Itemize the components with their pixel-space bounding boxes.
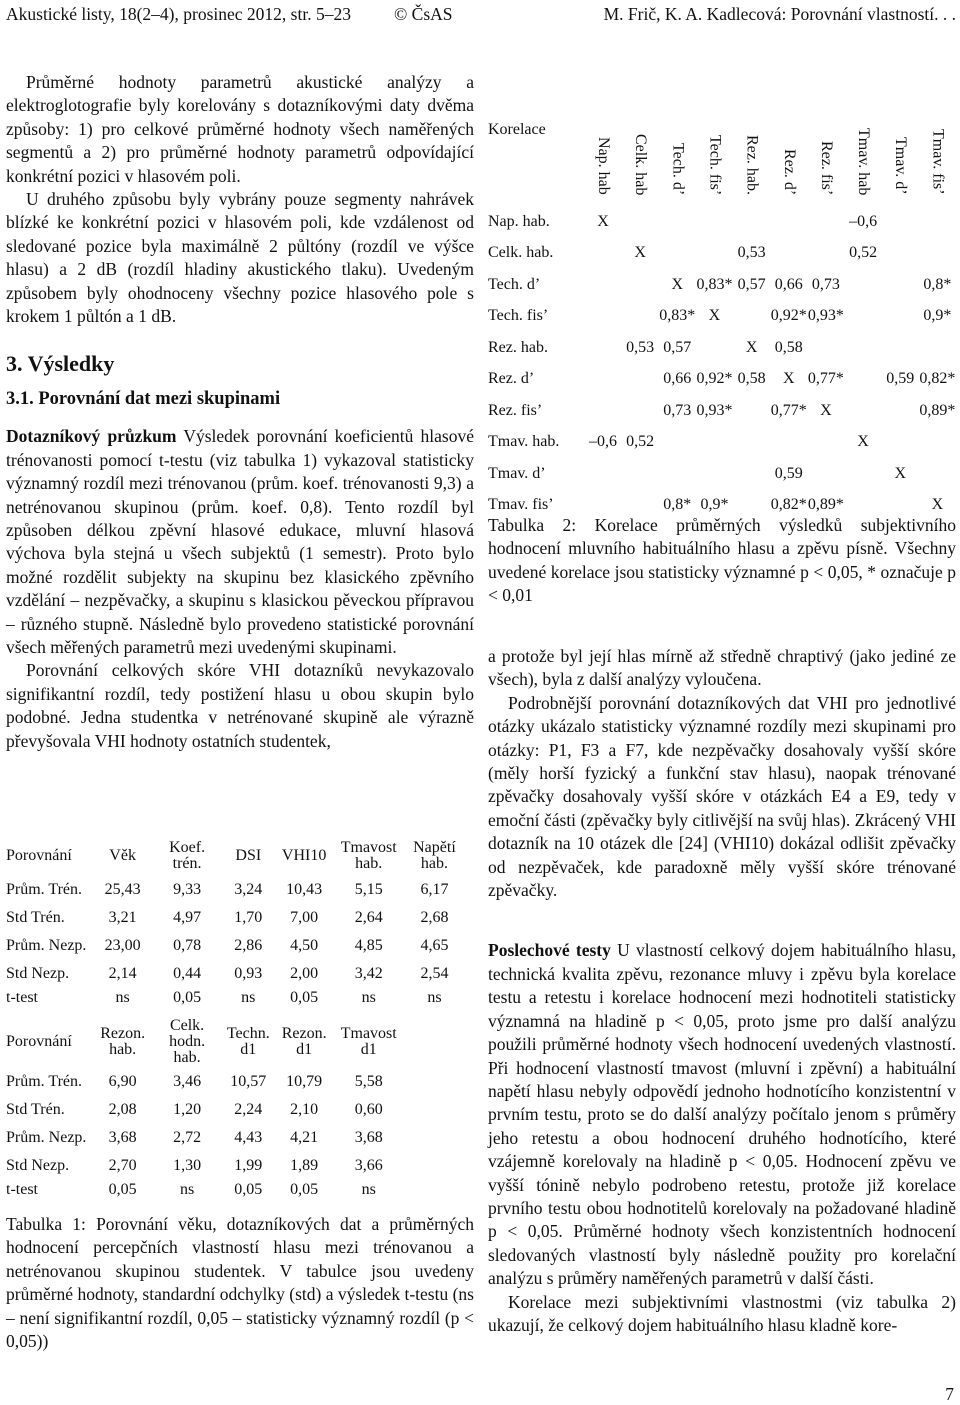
table-cell: 0,73 bbox=[663, 401, 692, 419]
table-cell: 2,14 bbox=[108, 965, 137, 982]
table-cell: 0,89* bbox=[919, 401, 956, 419]
table-cell: 2,08 bbox=[108, 1101, 137, 1118]
table-row bbox=[488, 458, 956, 490]
table-cell bbox=[733, 395, 770, 427]
table-cell: 0,53 bbox=[626, 338, 655, 356]
table-cell: t-test bbox=[6, 1181, 38, 1198]
table-header-row bbox=[488, 74, 956, 206]
table-header-cell bbox=[845, 74, 882, 206]
table-cell: 0,83* bbox=[696, 275, 733, 293]
table-cell: –0,6 bbox=[588, 433, 617, 451]
table-cell: 4,21 bbox=[290, 1129, 319, 1146]
table-cell: 0,8* bbox=[663, 496, 692, 514]
table-cell: Std Nezp. bbox=[6, 965, 70, 982]
table-cell: X bbox=[745, 338, 758, 356]
table-cell: 0,66 bbox=[663, 370, 692, 388]
table-cell: t-test bbox=[6, 989, 38, 1006]
table-cell bbox=[584, 364, 621, 396]
table-cell bbox=[845, 364, 882, 396]
table-cell: 0,82* bbox=[770, 496, 807, 514]
rotated-header-label: Tmav. d’ bbox=[892, 137, 910, 195]
table-cell: 10,79 bbox=[286, 1073, 323, 1090]
table-cell: Std Nezp. bbox=[6, 1157, 70, 1174]
table-cell: 3,68 bbox=[354, 1129, 383, 1146]
table-row bbox=[488, 364, 956, 396]
table-cell: X bbox=[931, 496, 944, 514]
table-row bbox=[488, 301, 956, 333]
rotated-header-label: Rez. d’ bbox=[780, 148, 798, 195]
table-row bbox=[6, 874, 464, 906]
table-cell: 2,72 bbox=[173, 1129, 202, 1146]
table-cell: ns bbox=[179, 1181, 195, 1198]
table-1-caption: Tabulka 1: Porovnání věku, dotazníkových dat a průměrných hodnocení percepčních vlastností hlasu mezi trénovanou a netrénovanou skupinou studentek. V tabulce jsou uvedeny průměrné hodnoty, standardní odchylky (std) a výsledek t-testu (ns – není signifikantní rozdíl, 0,05 – statisticky významný rozdíl (p < 0,05)) bbox=[6, 1214, 474, 1352]
table-2-caption: Tabulka 2: Korelace průměrných výsledků subjektivního hodnocení mluvního habituálního hlasu a zpěvu písně. Všechny uvedené korelace jsou statisticky významné p < 0,05, * označuje p < 0,01 bbox=[488, 515, 956, 606]
table-cell bbox=[622, 301, 659, 333]
table-cell: 0,44 bbox=[173, 965, 202, 982]
subsection-heading: 3.1. Porovnání dat mezi skupinami bbox=[6, 388, 281, 409]
table-cell bbox=[807, 206, 844, 238]
table-row bbox=[6, 1154, 464, 1178]
table-row bbox=[6, 930, 464, 962]
paragraph-text: Výsledek porovnání koeficientů hlasové trénovanosti pomocí t-testu (viz tabulka 1) vykazoval statisticky významný rozdíl mezi trénovanou (prům. koef. trénovanosti 9,3) a netrénovanou skupinou (prům. koef. 0,8). Tento rozdíl byl způsoben délkou zpěvní hlasové edukace, mluvní hlasová výchova byla stejná u všech subjektů (1 semestr). Proto bylo možné rozdělit subjekty na skupinu bez klasického zpěvního vzdělání – nezpěvačky, a skupinu s klasickou pěveckou přípravou – různého stupně. Následně bylo provedeno statistické porovnání všech měřených parametrů mezi uvedenými skupinami. bbox=[6, 426, 474, 657]
table-cell: Std Trén. bbox=[6, 909, 65, 926]
table-header-cell: Věk bbox=[109, 847, 136, 864]
table-header-cell bbox=[696, 74, 733, 206]
table-row bbox=[488, 206, 956, 238]
table-cell bbox=[882, 395, 919, 427]
table-cell: 2,68 bbox=[420, 909, 449, 926]
table-row bbox=[488, 269, 956, 301]
table-row-label: Celk. hab. bbox=[488, 244, 554, 262]
table-header-cell: Techn. d1 bbox=[226, 1025, 270, 1058]
table-header-row bbox=[6, 1018, 464, 1066]
table-header-cell bbox=[584, 74, 621, 206]
table-cell bbox=[882, 206, 919, 238]
table-cell bbox=[659, 458, 696, 490]
table-cell: 10,43 bbox=[286, 881, 323, 898]
table-cell bbox=[845, 395, 882, 427]
table-row bbox=[488, 238, 956, 270]
table-cell: 2,70 bbox=[108, 1157, 137, 1174]
table-cell bbox=[882, 269, 919, 301]
table-cell bbox=[845, 458, 882, 490]
table-cell bbox=[584, 269, 621, 301]
table-cell: 10,57 bbox=[230, 1073, 267, 1090]
table-spacer bbox=[6, 1010, 464, 1018]
table-cell: X bbox=[782, 370, 795, 388]
table-cell: 23,00 bbox=[104, 937, 141, 954]
paragraph-text: U vlastností celkový dojem habituálního hlasu, technická kvalita zpěvu, rezonance mluvy i zpěvu byla korelace testu a retestu i korelace hodnocení mezi hodnotiteli statisticky významná na hladině p < 0,05, proto jsme pro další analýzu použili průměrné hodnoty všech hodnocení uvedených vlastností. Při hodnocení vlastností tmavost (mluvní i zpěvní) a habituální napětí hlasu nebyly odpovědí jednoho hodnotícího konzistentní v prvním testu, proto se do další analýzy počítalo jenom s průměry jeho retestu a obou hodnocení druhého hodnotícího, které vzájemně korelovaly na hladině p < 0,05. Hodnocení zpěvu ve vyšší tónině nebylo podrobeno retestu, protože již korelace prvního testu obou hodnotitelů korelovaly na požadované hladině p < 0,05. Průměrné hodnoty všech konzistentních hodnocení sledovaných vlastností byly následně použity pro korelační analýzu s průměry naměřených parametrů v další části. bbox=[488, 940, 956, 1289]
table-cell: 0,93* bbox=[807, 307, 844, 325]
table-cell: 0,52 bbox=[849, 244, 878, 262]
section-heading: 3. Výsledky bbox=[6, 351, 115, 377]
table-cell: 6,17 bbox=[420, 881, 449, 898]
table-cell bbox=[845, 332, 882, 364]
table-cell: 2,24 bbox=[234, 1101, 263, 1118]
table-cell bbox=[622, 458, 659, 490]
table-cell: 4,43 bbox=[234, 1129, 263, 1146]
table-cell: 2,10 bbox=[290, 1101, 319, 1118]
table-header-cell: Porovnání bbox=[6, 1033, 72, 1050]
table-cell: 0,82* bbox=[919, 370, 956, 388]
table-cell: 5,58 bbox=[354, 1073, 383, 1090]
runin-heading: Dotazníkový průzkum bbox=[6, 426, 177, 447]
paragraph: Průměrné hodnoty parametrů akustické analýzy a elektroglotografie byly korelovány s dotazníkovými daty dvěma způsoby: 1) pro celkové průměrné hodnoty všech naměřených segmentů a 2) pro průměrné hodnoty parametrů odpovídající konkrétní pozici v hlasovém poli. bbox=[6, 72, 474, 186]
table-cell: 0,73 bbox=[811, 275, 840, 293]
table-row-label: Tmav. fis’ bbox=[488, 496, 554, 514]
table-cell: 0,77* bbox=[807, 370, 844, 388]
table-row-label: Rez. hab. bbox=[488, 338, 548, 356]
table-row-label: Tech. d’ bbox=[488, 275, 541, 293]
table-cell bbox=[696, 238, 733, 270]
rotated-header-label: Tech. d’ bbox=[669, 142, 687, 195]
table-cell: ns bbox=[361, 1181, 376, 1198]
table-cell: 6,90 bbox=[108, 1073, 137, 1090]
table-cell: 2,86 bbox=[234, 937, 263, 954]
table-header-cell bbox=[919, 74, 956, 206]
paragraph: Korelace mezi subjektivními vlastnostmi (viz tabulka 2) ukazují, že celkový dojem habituálního hlasu kladně kore- bbox=[488, 1291, 956, 1335]
table-cell: 0,93* bbox=[696, 401, 733, 419]
table-cell: 0,57 bbox=[663, 338, 692, 356]
table-cell: 3,24 bbox=[234, 881, 263, 898]
table-row-label: Tmav. d’ bbox=[488, 464, 546, 482]
table-header-cell: Celk. hodn. hab. bbox=[169, 1017, 206, 1066]
table-cell bbox=[807, 238, 844, 270]
table-row bbox=[6, 1098, 464, 1122]
table-row bbox=[6, 1178, 464, 1202]
table-cell: 0,05 bbox=[290, 989, 319, 1006]
table-header-cell bbox=[882, 74, 919, 206]
table-cell: 0,93 bbox=[234, 965, 263, 982]
table-cell: 0,05 bbox=[108, 1181, 137, 1198]
table-cell: 1,70 bbox=[234, 909, 263, 926]
table-cell: 1,99 bbox=[234, 1157, 263, 1174]
table-cell: 2,00 bbox=[290, 965, 319, 982]
table-cell: 3,42 bbox=[354, 965, 383, 982]
table-header-cell bbox=[770, 74, 807, 206]
table-header-cell: Tmavost d1 bbox=[340, 1025, 397, 1058]
table-cell: 0,05 bbox=[234, 1181, 263, 1198]
table-cell: 1,20 bbox=[173, 1101, 202, 1118]
table-cell bbox=[919, 458, 956, 490]
table-row-label: Rez. d’ bbox=[488, 370, 535, 388]
table-corner-label: Korelace bbox=[488, 121, 546, 138]
table-cell: ns bbox=[115, 989, 130, 1006]
table-cell: 0,59 bbox=[886, 370, 915, 388]
table-row bbox=[6, 962, 464, 986]
table-cell bbox=[770, 238, 807, 270]
table-cell bbox=[845, 301, 882, 333]
table-cell: 0,92* bbox=[696, 370, 733, 388]
paragraph bbox=[488, 939, 956, 1290]
table-cell: 5,15 bbox=[354, 881, 383, 898]
paragraph: Porovnání celkových skóre VHI dotazníků nevykazovalo signifikantní rozdíl, tedy postižení hlasu u obou skupin bylo podobné. Jedna studentka v netrénované skupině ale výrazně převyšovala VHI hodnoty ostatních studentek, bbox=[6, 660, 474, 751]
table-cell: 0,77* bbox=[770, 401, 807, 419]
table-cell: 0,58 bbox=[774, 338, 803, 356]
rotated-header-label: Tmav. hab bbox=[855, 127, 873, 195]
table-header-cell bbox=[733, 74, 770, 206]
table-cell: 7,00 bbox=[290, 909, 319, 926]
table-cell bbox=[733, 427, 770, 459]
table-cell: ns bbox=[241, 989, 256, 1006]
table-cell: 0,83* bbox=[659, 307, 696, 325]
table-cell: 0,66 bbox=[774, 275, 803, 293]
table-cell: X bbox=[634, 244, 646, 262]
table-cell: X bbox=[857, 433, 869, 451]
rotated-header-label: Celk. hab bbox=[632, 133, 650, 195]
table-header-cell: Rezon. d1 bbox=[281, 1025, 327, 1058]
table-cell bbox=[882, 427, 919, 459]
table-cell bbox=[919, 238, 956, 270]
running-header bbox=[6, 0, 956, 28]
table-cell bbox=[733, 206, 770, 238]
table-cell bbox=[659, 238, 696, 270]
table-header-cell bbox=[807, 74, 844, 206]
header-society: © ČsAS bbox=[394, 3, 453, 24]
table-cell bbox=[584, 458, 621, 490]
table-cell: 0,9* bbox=[923, 307, 952, 325]
table-cell bbox=[807, 427, 844, 459]
table-cell: X bbox=[708, 307, 721, 325]
table-cell bbox=[622, 364, 659, 396]
table-cell bbox=[584, 238, 621, 270]
table-header-cell: Napětí hab. bbox=[413, 839, 456, 872]
table-cell: 25,43 bbox=[104, 881, 141, 898]
header-authors-title: M. Frič, K. A. Kadlecová: Porovnání vlastností. . . bbox=[603, 3, 956, 24]
table-cell: 1,30 bbox=[173, 1157, 202, 1174]
table-header-cell bbox=[659, 74, 696, 206]
table-header-cell: Koef. trén. bbox=[169, 839, 206, 872]
table-cell: 4,85 bbox=[354, 937, 383, 954]
table-cell: 4,65 bbox=[420, 937, 449, 954]
table-row bbox=[6, 986, 464, 1010]
table-cell bbox=[659, 427, 696, 459]
table-cell: 0,59 bbox=[774, 464, 803, 482]
table-cell: 0,05 bbox=[173, 989, 202, 1006]
table-row bbox=[6, 1122, 464, 1154]
table-cell: 0,05 bbox=[290, 1181, 319, 1198]
table-header-cell bbox=[622, 74, 659, 206]
table-cell bbox=[584, 395, 621, 427]
table-cell bbox=[622, 206, 659, 238]
table-cell bbox=[584, 301, 621, 333]
table-cell: 3,68 bbox=[108, 1129, 137, 1146]
table-header-cell: DSI bbox=[235, 847, 262, 864]
table-cell: X bbox=[820, 401, 832, 419]
table-header-cell: Rezon. hab. bbox=[100, 1025, 146, 1058]
table-cell bbox=[882, 301, 919, 333]
table-cell bbox=[659, 206, 696, 238]
table-cell: 0,60 bbox=[354, 1101, 383, 1118]
table-cell: Std Trén. bbox=[6, 1101, 65, 1118]
rotated-header-label: Tech. fis’ bbox=[706, 134, 724, 195]
table-cell bbox=[807, 458, 844, 490]
table-cell: 9,33 bbox=[173, 881, 202, 898]
table-cell: 0,57 bbox=[737, 275, 766, 293]
table-cell: –0,6 bbox=[849, 212, 878, 230]
table-header-cell: Tmavost hab. bbox=[340, 839, 397, 872]
table-cell: 3,46 bbox=[173, 1073, 202, 1090]
table-row bbox=[488, 395, 956, 427]
table-cell bbox=[882, 238, 919, 270]
table-header-cell: VHI10 bbox=[281, 847, 327, 864]
table-cell bbox=[622, 269, 659, 301]
table-header-row bbox=[6, 838, 464, 874]
paragraph: U druhého způsobu byly vybrány pouze segmenty nahrávek blízké ke konkrétní pozici v hlasovém poli, kde vzdálenost od sledované pozice byla maximálně 2 půltóny (rozdíl ve výšce hlasu) a 2 dB (rozdíl hladiny akustického tlaku). Uvedeným způsobem byly ohodnoceny všechny pozice hlasového pole s krokem 1 půltón a 1 dB. bbox=[6, 189, 474, 327]
table-cell: 2,64 bbox=[354, 909, 383, 926]
rotated-header-label: Rez. fis’ bbox=[817, 140, 835, 195]
table-cell: 0,53 bbox=[737, 244, 766, 262]
table-cell bbox=[845, 269, 882, 301]
table-cell: Prům. Nezp. bbox=[6, 1129, 87, 1146]
table-cell: X bbox=[894, 464, 907, 482]
table-cell: 3,21 bbox=[108, 909, 137, 926]
table-cell bbox=[770, 206, 807, 238]
rotated-header-label: Nap. hab bbox=[594, 137, 612, 195]
table-row bbox=[488, 427, 956, 459]
table-row bbox=[6, 1066, 464, 1098]
table-cell bbox=[919, 206, 956, 238]
table-cell: 4,97 bbox=[173, 909, 202, 926]
table-cell bbox=[622, 395, 659, 427]
table-2 bbox=[488, 74, 956, 521]
table-cell bbox=[919, 332, 956, 364]
table-cell: 4,50 bbox=[290, 937, 319, 954]
table-cell bbox=[696, 458, 733, 490]
table-cell: Prům. Trén. bbox=[6, 1073, 83, 1090]
table-row-label: Tech. fis’ bbox=[488, 307, 549, 325]
table-cell bbox=[733, 301, 770, 333]
table-cell: Prům. Trén. bbox=[6, 881, 83, 898]
table-cell bbox=[733, 458, 770, 490]
table-cell bbox=[770, 427, 807, 459]
table-cell: 0,52 bbox=[626, 433, 655, 451]
table-cell bbox=[696, 332, 733, 364]
table-cell: 0,58 bbox=[737, 370, 766, 388]
table-cell: 2,54 bbox=[420, 965, 449, 982]
table-cell: 1,89 bbox=[290, 1157, 319, 1174]
header-journal: Akustické listy, 18(2–4), prosinec 2012, str. 5–23 bbox=[6, 3, 351, 24]
table-row bbox=[6, 906, 464, 930]
table-cell: X bbox=[597, 212, 609, 230]
paragraph: a protože byl její hlas mírně až středně chraptivý (jako jediné ze všech), byla z další analýzy vyloučena. bbox=[488, 646, 956, 690]
table-cell: 0,9* bbox=[700, 496, 729, 514]
table-cell bbox=[919, 427, 956, 459]
table-cell bbox=[696, 206, 733, 238]
runin-heading: Poslechové testy bbox=[488, 940, 611, 961]
table-cell bbox=[696, 427, 733, 459]
rotated-header-label: Rez. hab. bbox=[743, 135, 761, 195]
paragraph bbox=[6, 425, 474, 659]
table-cell: 0,78 bbox=[173, 937, 202, 954]
table-cell bbox=[882, 332, 919, 364]
table-row bbox=[488, 332, 956, 364]
rotated-header-label: Tmav. fis’ bbox=[929, 129, 947, 195]
table-row-label: Nap. hab. bbox=[488, 212, 550, 230]
table-cell: X bbox=[671, 275, 684, 293]
table-1 bbox=[6, 838, 464, 1202]
table-cell: Prům. Nezp. bbox=[6, 937, 87, 954]
table-row-label: Rez. fis’ bbox=[488, 401, 543, 419]
table-cell: ns bbox=[427, 989, 442, 1006]
table-cell bbox=[584, 332, 621, 364]
right-column bbox=[488, 645, 956, 1337]
table-cell: 0,89* bbox=[807, 496, 844, 514]
table-row-label: Tmav. hab. bbox=[488, 433, 560, 451]
left-column bbox=[6, 71, 474, 753]
table-cell bbox=[807, 332, 844, 364]
table-cell: 0,92* bbox=[770, 307, 807, 325]
table-cell: 3,66 bbox=[354, 1157, 383, 1174]
table-header-cell: Porovnání bbox=[6, 847, 72, 864]
page-number: 7 bbox=[945, 1384, 954, 1404]
table-cell: 0,8* bbox=[923, 275, 952, 293]
paragraph: Podrobnější porovnání dotazníkových dat VHI pro jednotlivé otázky ukázalo statisticky významné rozdíly mezi skupinami pro otázky: P1, F3 a F7, kde nezpěvačky dosahovaly vyšší skóre (měly horší fyzický a funkční stav hlasu), naopak trénované zpěvačky dosahovaly vyšší skóre v otázkách E4 a E9, tedy v emoční části (zpěvačky byly citlivější na svůj hlas). Zkrácený VHI dotazník na 10 otázek dle [24] (VHI10) dokázal odlišit zpěvačky od nezpěvaček, kde paradoxně měly vyšší skóre trénované zpěvačky. bbox=[488, 692, 956, 901]
table-cell: ns bbox=[361, 989, 376, 1006]
